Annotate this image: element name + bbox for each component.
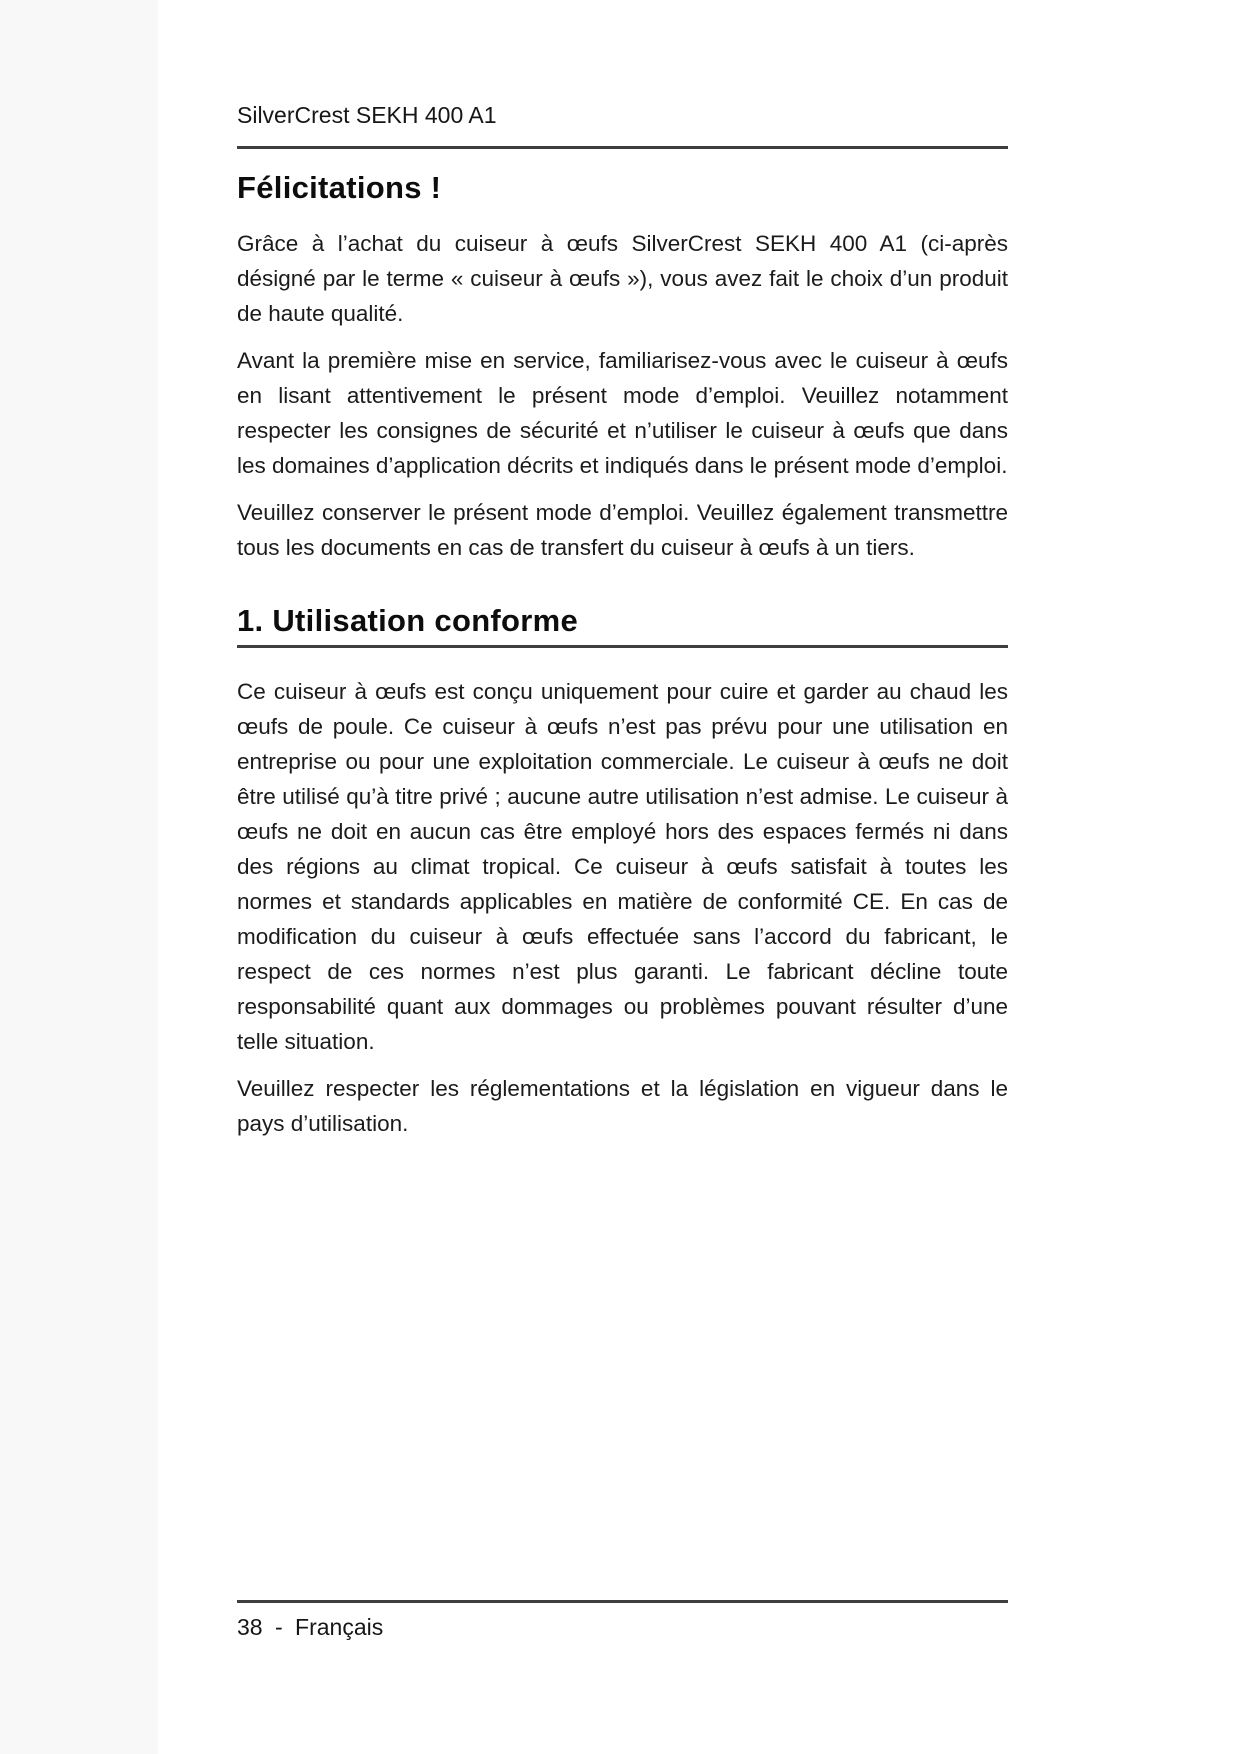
footer-rule	[237, 1600, 1008, 1603]
section-1-paragraph-1: Ce cuiseur à œufs est conçu uniquement pour cuire et garder au chaud les œufs de poule. Ce cuiseur à œufs n’est pas prévu pour une utilisation en entreprise ou pour une exploitation commerciale. Le cuiseur à œufs ne doit être utilisé qu’à titre privé ; aucune autre utilisation n’est admise. Le cuiseur à œufs ne doit en aucun cas être employé hors des espaces fermés ni dans des régions au climat tropical. Ce cuiseur à œufs satisfait à toutes les normes et standards applicables en matière de conformité CE. En cas de modification du cuiseur à œufs effectuée sans l’accord du fabricant, le respect de ces normes n’est plus garanti. Le fabricant décline toute responsabilité quant aux dommages ou problèmes pouvant résulter d’une telle situation.	[237, 679, 1008, 1054]
section-1-heading: 1. Utilisation conforme	[237, 603, 579, 638]
congratulations-heading: Félicitations !	[237, 170, 442, 205]
section-1-rule	[237, 645, 1008, 648]
header-rule	[237, 146, 1008, 149]
intro-paragraph-3: Veuillez conserver le présent mode d’emploi. Veuillez également transmettre tous les documents en cas de transfert du cuiseur à œufs à un tiers.	[237, 500, 1008, 560]
intro-paragraph-1: Grâce à l’achat du cuiseur à œufs SilverCrest SEKH 400 A1 (ci-après désigné par le terme « cuiseur à œufs »), vous avez fait le choix d’un produit de haute qualité.	[237, 231, 1008, 326]
page-content	[237, 0, 1008, 1141]
section-1-paragraph-2: Veuillez respecter les réglementations et la législation en vigueur dans le pays d’utilisation.	[237, 1076, 1008, 1136]
footer-page-label: 38 - Français	[237, 1614, 384, 1640]
scan-edge-shading	[0, 0, 158, 1754]
page-footer	[237, 1600, 1008, 1640]
header-title: SilverCrest SEKH 400 A1	[237, 102, 497, 128]
intro-paragraph-2: Avant la première mise en service, familiarisez-vous avec le cuiseur à œufs en lisant attentivement le présent mode d’emploi. Veuillez notamment respecter les consignes de sécurité et n’utiliser le cuiseur à œufs que dans les domaines d’application décrits et indiqués dans le présent mode d’emploi.	[237, 348, 1008, 478]
